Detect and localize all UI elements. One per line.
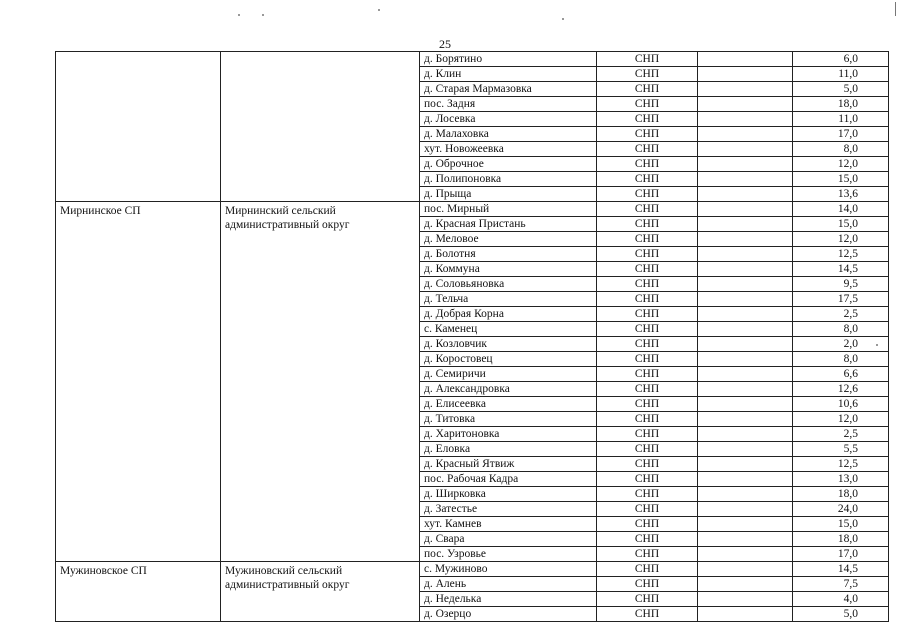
locality-type-cell: СНП [597, 517, 698, 532]
empty-cell [698, 322, 793, 337]
locality-type-cell: СНП [597, 352, 698, 367]
distance-cell: 15,0 [793, 517, 889, 532]
locality-name-cell: д. Титовка [420, 412, 597, 427]
distance-cell: 6,6 [793, 367, 889, 382]
empty-cell [698, 547, 793, 562]
empty-cell [698, 442, 793, 457]
empty-cell [698, 307, 793, 322]
distance-cell: 18,0 [793, 487, 889, 502]
distance-cell: 5,0 [793, 82, 889, 97]
empty-cell [698, 112, 793, 127]
locality-name-cell: д. Коммуна [420, 262, 597, 277]
table-row [56, 202, 889, 217]
locality-type-cell: СНП [597, 157, 698, 172]
locality-type-cell: СНП [597, 67, 698, 82]
distance-cell: 8,0 [793, 142, 889, 157]
locality-type-cell: СНП [597, 172, 698, 187]
settlement-cell: Мужиновское СП [56, 562, 221, 622]
locality-type-cell: СНП [597, 412, 698, 427]
locality-name-cell: пос. Задня [420, 97, 597, 112]
scan-speck [378, 9, 380, 11]
okrug-cell: Мирнинский сельский административный округ [221, 202, 420, 562]
locality-type-cell: СНП [597, 232, 698, 247]
locality-type-cell: СНП [597, 457, 698, 472]
distance-cell: 2,0 [793, 337, 889, 352]
locality-name-cell: пос. Мирный [420, 202, 597, 217]
empty-cell [698, 172, 793, 187]
locality-type-cell: СНП [597, 82, 698, 97]
locality-type-cell: СНП [597, 367, 698, 382]
locality-name-cell: д. Ширковка [420, 487, 597, 502]
locality-name-cell: д. Алень [420, 577, 597, 592]
empty-cell [698, 157, 793, 172]
locality-type-cell: СНП [597, 277, 698, 292]
locality-type-cell: СНП [597, 397, 698, 412]
empty-cell [698, 277, 793, 292]
empty-cell [698, 202, 793, 217]
locality-type-cell: СНП [597, 112, 698, 127]
locality-name-cell: д. Лосевка [420, 112, 597, 127]
empty-cell [698, 52, 793, 67]
locality-name-cell: д. Красный Ятвиж [420, 457, 597, 472]
scan-speck [238, 14, 240, 16]
empty-cell [698, 427, 793, 442]
scan-speck [562, 18, 564, 20]
locality-name-cell: д. Соловьяновка [420, 277, 597, 292]
empty-cell [698, 367, 793, 382]
distance-cell: 14,5 [793, 262, 889, 277]
distance-cell: 14,0 [793, 202, 889, 217]
distance-cell: 9,5 [793, 277, 889, 292]
locality-type-cell: СНП [597, 52, 698, 67]
distance-cell: 18,0 [793, 532, 889, 547]
locality-name-cell: д. Клин [420, 67, 597, 82]
distance-cell: 5,5 [793, 442, 889, 457]
distance-cell: 5,0 [793, 607, 889, 622]
locality-type-cell: СНП [597, 262, 698, 277]
locality-name-cell: пос. Рабочая Кадра [420, 472, 597, 487]
locality-type-cell: СНП [597, 187, 698, 202]
table-body [56, 52, 889, 622]
empty-cell [698, 517, 793, 532]
settlement-cell: Мирнинское СП [56, 202, 221, 562]
locality-type-cell: СНП [597, 592, 698, 607]
locality-type-cell: СНП [597, 247, 698, 262]
locality-type-cell: СНП [597, 142, 698, 157]
empty-cell [698, 142, 793, 157]
locality-name-cell: д. Озерцо [420, 607, 597, 622]
distance-cell: 18,0 [793, 97, 889, 112]
distance-cell: 17,0 [793, 127, 889, 142]
locality-type-cell: СНП [597, 577, 698, 592]
locality-type-cell: СНП [597, 547, 698, 562]
distance-cell: 2,5 [793, 427, 889, 442]
locality-name-cell: д. Елисеевка [420, 397, 597, 412]
locality-type-cell: СНП [597, 427, 698, 442]
empty-cell [698, 352, 793, 367]
locality-type-cell: СНП [597, 217, 698, 232]
locality-name-cell: д. Болотня [420, 247, 597, 262]
distance-cell: 15,0 [793, 172, 889, 187]
locality-name-cell: д. Коростовец [420, 352, 597, 367]
okrug-cell: Мужиновский сельский административный округ [221, 562, 420, 622]
locality-type-cell: СНП [597, 472, 698, 487]
distance-cell: 12,5 [793, 247, 889, 262]
locality-type-cell: СНП [597, 202, 698, 217]
locality-name-cell: д. Борятино [420, 52, 597, 67]
distance-cell: 6,0 [793, 52, 889, 67]
locality-type-cell: СНП [597, 607, 698, 622]
locality-name-cell: д. Козловчик [420, 337, 597, 352]
scan-edge-mark [895, 2, 896, 16]
locality-type-cell: СНП [597, 562, 698, 577]
locality-name-cell: д. Неделька [420, 592, 597, 607]
locality-name-cell: д. Харитоновка [420, 427, 597, 442]
empty-cell [698, 577, 793, 592]
distance-cell: 12,6 [793, 382, 889, 397]
locality-name-cell: д. Добрая Корна [420, 307, 597, 322]
empty-cell [698, 217, 793, 232]
locality-type-cell: СНП [597, 322, 698, 337]
locality-type-cell: СНП [597, 127, 698, 142]
distance-cell: 11,0 [793, 112, 889, 127]
locality-name-cell: д. Еловка [420, 442, 597, 457]
distance-cell: 13,6 [793, 187, 889, 202]
locality-type-cell: СНП [597, 487, 698, 502]
distance-cell: 8,0 [793, 322, 889, 337]
locality-type-cell: СНП [597, 97, 698, 112]
distance-cell: 15,0 [793, 217, 889, 232]
empty-cell [698, 607, 793, 622]
page-number: 25 [439, 37, 451, 51]
locality-name-cell: д. Красная Пристань [420, 217, 597, 232]
locality-name-cell: пос. Узровье [420, 547, 597, 562]
locality-name-cell: хут. Камнев [420, 517, 597, 532]
locality-name-cell: д. Прыща [420, 187, 597, 202]
empty-cell [698, 337, 793, 352]
empty-cell [698, 247, 793, 262]
empty-cell [698, 187, 793, 202]
distance-cell: 12,0 [793, 232, 889, 247]
locality-type-cell: СНП [597, 307, 698, 322]
locality-name-cell: д. Меловое [420, 232, 597, 247]
empty-cell [698, 502, 793, 517]
locality-type-cell: СНП [597, 532, 698, 547]
locality-name-cell: д. Тельча [420, 292, 597, 307]
empty-cell [698, 82, 793, 97]
empty-cell [698, 127, 793, 142]
empty-cell [698, 262, 793, 277]
distance-cell: 4,0 [793, 592, 889, 607]
empty-cell [698, 292, 793, 307]
locality-name-cell: д. Свара [420, 532, 597, 547]
settlement-cell [56, 52, 221, 202]
empty-cell [698, 532, 793, 547]
empty-cell [698, 487, 793, 502]
locality-name-cell: д. Семиричи [420, 367, 597, 382]
locality-name-cell: д. Полипоновка [420, 172, 597, 187]
locality-name-cell: д. Александровка [420, 382, 597, 397]
empty-cell [698, 592, 793, 607]
empty-cell [698, 382, 793, 397]
locality-name-cell: д. Оброчное [420, 157, 597, 172]
settlements-table [55, 51, 889, 622]
empty-cell [698, 562, 793, 577]
locality-type-cell: СНП [597, 337, 698, 352]
distance-cell: 12,0 [793, 157, 889, 172]
locality-name-cell: д. Затестье [420, 502, 597, 517]
distance-cell: 13,0 [793, 472, 889, 487]
distance-cell: 14,5 [793, 562, 889, 577]
empty-cell [698, 97, 793, 112]
locality-name-cell: с. Каменец [420, 322, 597, 337]
locality-type-cell: СНП [597, 442, 698, 457]
distance-cell: 10,6 [793, 397, 889, 412]
locality-type-cell: СНП [597, 292, 698, 307]
table-row [56, 52, 889, 67]
locality-name-cell: д. Старая Мармазовка [420, 82, 597, 97]
empty-cell [698, 232, 793, 247]
locality-name-cell: д. Малаховка [420, 127, 597, 142]
empty-cell [698, 67, 793, 82]
empty-cell [698, 472, 793, 487]
distance-cell: 11,0 [793, 67, 889, 82]
empty-cell [698, 412, 793, 427]
distance-cell: 8,0 [793, 352, 889, 367]
locality-name-cell: хут. Новожеевка [420, 142, 597, 157]
distance-cell: 17,5 [793, 292, 889, 307]
locality-name-cell: с. Мужиново [420, 562, 597, 577]
empty-cell [698, 397, 793, 412]
distance-cell: 24,0 [793, 502, 889, 517]
locality-type-cell: СНП [597, 502, 698, 517]
table-row [56, 562, 889, 577]
locality-type-cell: СНП [597, 382, 698, 397]
distance-cell: 17,0 [793, 547, 889, 562]
distance-cell: 2,5 [793, 307, 889, 322]
okrug-cell [221, 52, 420, 202]
distance-cell: 12,0 [793, 412, 889, 427]
empty-cell [698, 457, 793, 472]
distance-cell: 7,5 [793, 577, 889, 592]
scan-speck [262, 14, 264, 16]
distance-cell: 12,5 [793, 457, 889, 472]
